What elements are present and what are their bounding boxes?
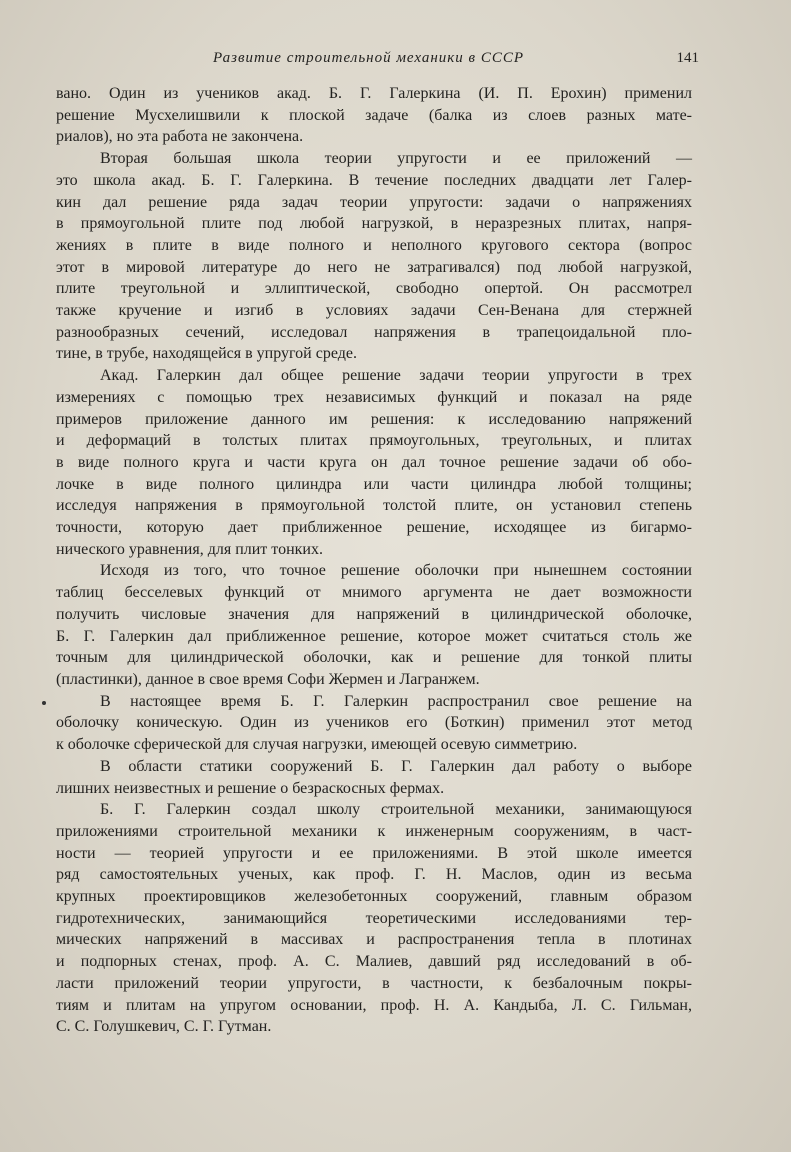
- paragraph: [56, 83, 692, 148]
- text-line: В области статики сооружений Б. Г. Галеркин дал работу о выборе: [100, 757, 692, 775]
- paragraph: [56, 560, 692, 690]
- page-number: 141: [676, 50, 699, 66]
- text-line: лишних неизвестных и решение о безраскосных фермах.: [56, 779, 445, 797]
- text-line: решение Мусхелишвили к плоской задаче (балка из слоев разных мате-: [56, 106, 692, 124]
- text-line: ряд самостоятельных ученых, как проф. Г. Н. Маслов, один из весьма: [56, 866, 692, 884]
- text-line: крупных проектировщиков железобетонных сооружений, главным образом: [56, 888, 692, 906]
- text-line: исследуя напряжения в прямоугольной толстой плите, он установил степень: [56, 497, 692, 515]
- paragraph: [56, 799, 692, 1038]
- running-head: Развитие строительной механики в СССР: [213, 50, 524, 66]
- text-line: тине, в трубе, находящейся в упругой среде.: [56, 345, 357, 363]
- text-line: таблиц бесселевых функций от мнимого аргумента не дает возможности: [56, 584, 692, 602]
- text-line: примеров приложение данного им решения: к исследованию напряжений: [56, 410, 692, 428]
- margin-mark: [42, 701, 46, 705]
- text-line: в виде полного круга и части круга он дал точное решение задачи об обо-: [56, 453, 692, 471]
- page-header: [58, 50, 699, 72]
- text-line: вано. Один из учеников акад. Б. Г. Галеркина (И. П. Ерохин) применил: [56, 85, 692, 102]
- text-line: ности — теорией упругости и ее приложениями. В этой школе имеется: [56, 844, 692, 862]
- text-line: Б. Г. Галеркин создал школу строительной механики, занимающуюся: [100, 801, 692, 819]
- text-line: кин дал решение ряда задач теории упругости: задачи о напряжениях: [56, 193, 692, 211]
- text-line: оболочку коническую. Один из учеников его (Боткин) применил этот метод: [56, 714, 692, 732]
- text-line: (пластинки), данное в свое время Софи Жермен и Лагранжем.: [56, 670, 480, 688]
- text-line: гидротехнических, занимающийся теоретическими исследованиями тер-: [56, 909, 692, 927]
- text-line: точности, которую дает приближенное решение, исходящее из бигармо-: [56, 519, 692, 537]
- text-line: риалов), но эта работа не закончена.: [56, 128, 304, 146]
- text-line: С. С. Голушкевич, С. Г. Гутман.: [56, 1018, 272, 1036]
- text-line: жениях в плите в виде полного и неполного кругового сектора (вопрос: [56, 236, 692, 254]
- text-line: Вторая большая школа теории упругости и ее приложений —: [100, 150, 692, 168]
- page-body: [56, 83, 692, 1038]
- text-line: и деформаций в толстых плитах прямоугольных, треугольных, и плитах: [56, 432, 692, 450]
- paragraph: [56, 148, 692, 365]
- paragraph: [56, 691, 692, 756]
- text-line: также кручение и изгиб в условиях задачи Сен-Венана для стержней: [56, 302, 692, 320]
- text-line: это школа акад. Б. Г. Галеркина. В течение последних двадцати лет Галер-: [56, 171, 692, 189]
- text-line: разнообразных сечений, исследовал напряжения в трапецоидальной пло-: [56, 323, 692, 341]
- text-line: В настоящее время Б. Г. Галеркин распространил свое решение на: [100, 692, 692, 710]
- text-line: приложениями строительной механики к инженерным сооружениям, в част-: [56, 822, 692, 840]
- text-line: точным для цилиндрической оболочки, как и решение для тонкой плиты: [56, 649, 692, 667]
- text-line: тиям и плитам на упругом основании, проф. Н. А. Кандыба, Л. С. Гильман,: [56, 996, 692, 1014]
- text-line: мических напряжений в массивах и распространения тепла в плотинах: [56, 931, 692, 949]
- paragraph: [56, 365, 692, 560]
- text-line: Исходя из того, что точное решение оболочки при нынешнем состоянии: [100, 562, 692, 580]
- text-line: в прямоугольной плите под любой нагрузкой, в неразрезных плитах, напря-: [56, 215, 692, 233]
- text-line: лочке в виде полного цилиндра или части цилиндра любой толщины;: [56, 475, 692, 493]
- text-line: ласти приложений теории упругости, в частности, к безбалочным покры-: [56, 974, 692, 992]
- text-line: плите треугольной и эллиптической, свободно опертой. Он рассмотрел: [56, 280, 692, 298]
- text-line: к оболочке сферической для случая нагрузки, имеющей осевую симметрию.: [56, 736, 578, 754]
- text-line: этот в мировой литературе до него не затрагивался) под любой нагрузкой,: [56, 258, 692, 276]
- text-line: и подпорных стенах, проф. А. С. Малиев, давший ряд исследований в об-: [56, 953, 692, 971]
- text-line: измерениях с помощью трех независимых функций и показал на ряде: [56, 388, 692, 406]
- text-line: Б. Г. Галеркин дал приближенное решение, которое может считаться столь же: [56, 627, 692, 645]
- text-line: Акад. Галеркин дал общее решение задачи теории упругости в трех: [100, 367, 692, 385]
- paragraph: [56, 756, 692, 799]
- text-line: нического уравнения, для плит тонких.: [56, 540, 323, 558]
- text-line: получить числовые значения для напряжений в цилиндрической оболочке,: [56, 605, 692, 623]
